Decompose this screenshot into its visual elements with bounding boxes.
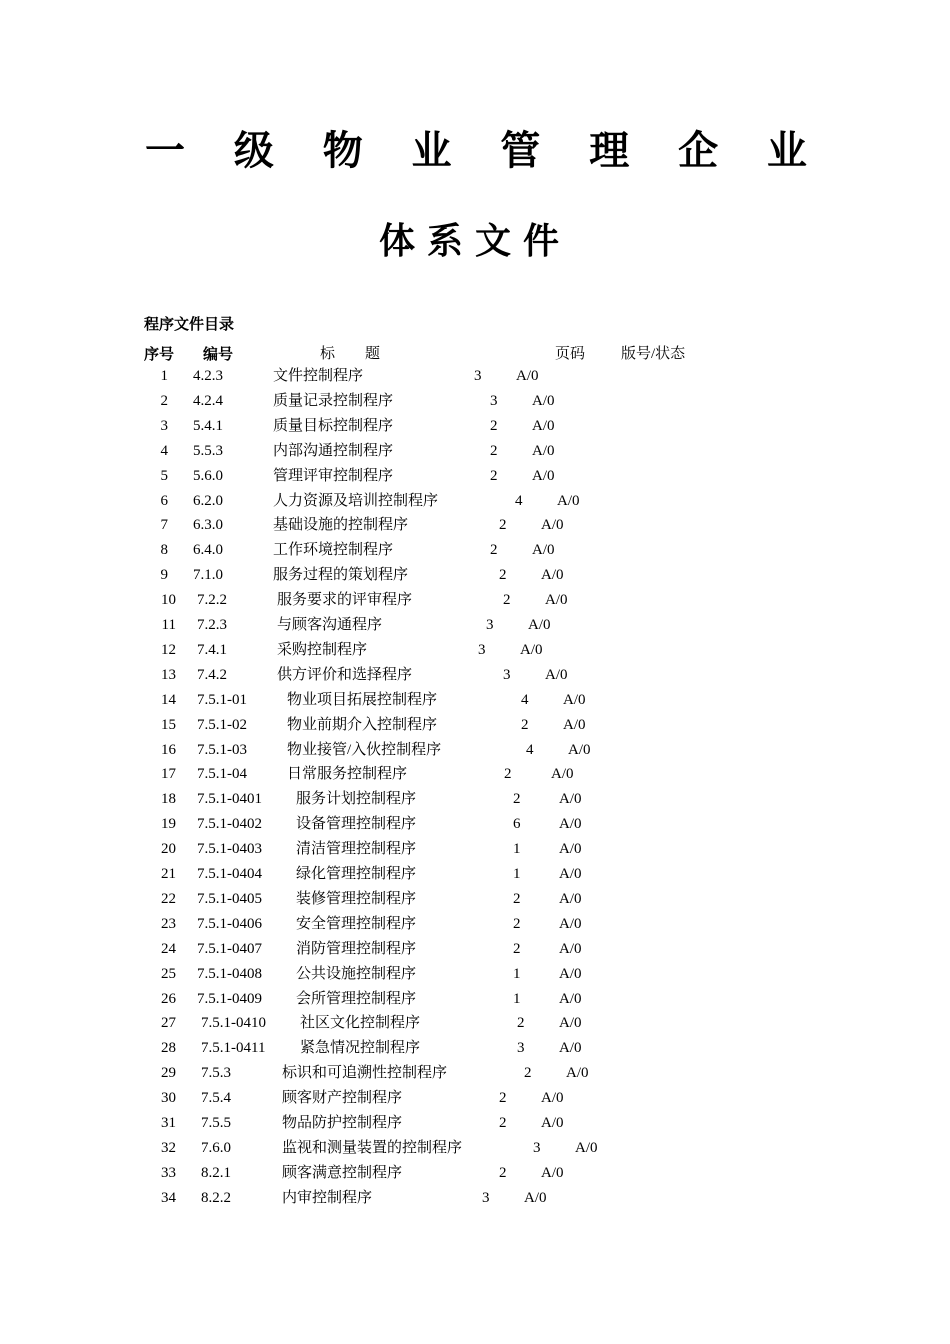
row-page: 2 [499,567,507,584]
row-version: A/0 [559,816,582,833]
row-title: 公共设施控制程序 [296,965,417,982]
row-no: 25 [161,965,176,982]
row-title: 人力资源及培训控制程序 [273,492,439,509]
row-code: 7.5.4 [201,1090,231,1107]
row-no: 5 [160,467,168,484]
row-version: A/0 [563,691,586,708]
row-page: 2 [517,1015,525,1032]
row-no: 32 [161,1139,176,1156]
row-code: 7.5.1-03 [197,741,247,758]
row-code: 7.5.1-0410 [201,1015,266,1032]
row-code: 7.5.1-0408 [197,965,262,982]
row-code: 7.5.1-0407 [197,940,262,957]
row-title: 顾客财产控制程序 [282,1090,403,1107]
row-title: 质量记录控制程序 [273,392,394,409]
row-version: A/0 [541,567,564,584]
row-no: 11 [161,617,176,633]
row-title: 装修管理控制程序 [296,890,417,907]
row-title: 绿化管理控制程序 [296,866,417,882]
row-no: 10 [161,592,176,609]
row-version: A/0 [541,1090,564,1107]
row-version: A/0 [566,1065,589,1082]
row-page: 2 [513,915,521,932]
row-no: 18 [161,791,176,808]
row-code: 7.4.1 [197,641,227,658]
row-no: 22 [161,890,176,907]
row-no: 24 [161,940,176,957]
row-version: A/0 [545,592,568,609]
row-no: 6 [160,492,168,509]
row-page: 6 [513,816,521,833]
header-code: 编号 [203,345,234,363]
row-code: 5.4.1 [193,417,223,434]
section-title: 程序文件目录 [144,315,235,333]
row-code: 7.5.1-0409 [197,990,262,1007]
header-no: 序号 [144,345,175,363]
row-page: 2 [490,542,498,559]
row-title: 质量目标控制程序 [273,417,394,434]
title-char: 管 [500,128,541,174]
row-title: 与顾客沟通程序 [277,617,383,633]
row-page: 1 [513,841,521,858]
row-no: 30 [161,1090,176,1107]
row-title: 采购控制程序 [277,641,368,658]
row-version: A/0 [559,915,582,932]
row-no: 33 [161,1164,176,1181]
row-title: 紧急情况控制程序 [300,1040,421,1057]
row-title: 供方评价和选择程序 [277,666,413,683]
row-page: 1 [513,866,521,882]
row-code: 7.5.3 [201,1065,231,1082]
document-title-line1 [145,128,807,174]
row-no: 31 [161,1115,176,1131]
row-title: 服务过程的策划程序 [273,567,409,584]
row-page: 2 [499,1164,507,1181]
row-title: 服务计划控制程序 [296,791,417,808]
row-title: 物品防护控制程序 [282,1115,403,1131]
row-title: 清洁管理控制程序 [296,841,417,858]
row-version: A/0 [532,417,555,434]
row-version: A/0 [532,442,555,459]
row-title: 设备管理控制程序 [296,816,417,833]
header-page: 页码 [555,346,586,362]
row-code: 7.5.1-0401 [197,791,262,808]
row-page: 2 [499,517,507,534]
row-version: A/0 [520,641,543,658]
row-no: 28 [161,1040,176,1057]
row-page: 2 [513,890,521,907]
row-no: 13 [161,666,176,683]
row-page: 3 [533,1139,541,1156]
row-title: 管理评审控制程序 [273,467,394,484]
row-code: 4.2.3 [193,368,223,384]
row-title: 物业接管/入伙控制程序 [287,741,442,758]
row-code: 8.2.1 [201,1164,231,1181]
row-code: 7.5.1-0403 [197,841,262,858]
row-title: 基础设施的控制程序 [273,517,409,534]
header-title: 标 题 [320,346,381,362]
row-title: 内审控制程序 [282,1189,373,1206]
row-version: A/0 [557,492,580,509]
header-version: 版号/状态 [621,346,686,362]
row-page: 3 [517,1040,525,1057]
row-page: 2 [490,442,498,459]
row-code: 5.5.3 [193,442,223,459]
title-char: 企 [678,128,719,174]
row-version: A/0 [559,791,582,808]
row-code: 7.5.1-02 [197,716,247,733]
row-code: 7.2.3 [197,617,227,633]
row-no: 3 [160,417,168,434]
row-page: 2 [490,467,498,484]
row-version: A/0 [545,666,568,683]
row-page: 2 [524,1065,532,1082]
row-title: 安全管理控制程序 [296,915,417,932]
row-version: A/0 [541,1115,564,1131]
row-title: 社区文化控制程序 [300,1015,421,1032]
row-code: 7.5.1-01 [197,691,247,708]
row-page: 2 [490,417,498,434]
row-code: 5.6.0 [193,467,223,484]
row-title: 会所管理控制程序 [296,990,417,1007]
row-title: 内部沟通控制程序 [273,442,394,459]
row-no: 19 [161,816,176,833]
row-version: A/0 [559,990,582,1007]
row-no: 7 [160,517,168,534]
title-char: 物 [322,128,363,174]
row-version: A/0 [559,940,582,957]
row-no: 20 [161,841,176,858]
row-no: 27 [161,1015,176,1032]
row-code: 7.5.5 [201,1115,231,1131]
title-char: 业 [766,128,807,174]
row-code: 7.2.2 [197,592,227,609]
row-no: 12 [161,641,176,658]
row-code: 7.1.0 [193,567,223,584]
row-page: 3 [503,666,511,683]
row-version: A/0 [532,542,555,559]
title-char: 一 [145,128,185,174]
row-code: 7.6.0 [201,1139,231,1156]
row-version: A/0 [559,866,582,882]
row-no: 15 [161,716,176,733]
row-no: 16 [161,741,176,758]
row-page: 2 [513,940,521,957]
row-no: 4 [160,442,168,459]
row-page: 2 [513,791,521,808]
row-title: 顾客满意控制程序 [282,1164,403,1181]
row-page: 3 [474,368,482,384]
row-version: A/0 [528,617,551,633]
row-no: 14 [161,691,176,708]
row-no: 2 [160,392,168,409]
row-code: 6.3.0 [193,517,223,534]
row-title: 物业前期介入控制程序 [287,716,438,733]
row-page: 4 [526,741,534,758]
row-code: 7.5.1-0411 [201,1040,266,1057]
row-code: 7.4.2 [197,666,227,683]
row-code: 6.4.0 [193,542,223,559]
row-version: A/0 [575,1139,598,1156]
row-code: 4.2.4 [193,392,223,409]
row-code: 7.5.1-0406 [197,915,262,932]
row-page: 3 [478,641,486,658]
row-no: 17 [161,766,176,783]
row-version: A/0 [559,1040,582,1057]
row-title: 服务要求的评审程序 [277,592,413,609]
row-page: 2 [504,766,512,783]
row-no: 1 [160,368,168,384]
row-page: 2 [503,592,511,609]
row-no: 29 [161,1065,176,1082]
row-page: 1 [513,965,521,982]
row-page: 3 [482,1189,490,1206]
row-page: 2 [499,1090,507,1107]
row-code: 7.5.1-0405 [197,890,262,907]
document-title-line2: 体系文件 [378,221,571,262]
row-no: 23 [161,915,176,932]
row-no: 34 [161,1189,176,1206]
row-version: A/0 [559,841,582,858]
row-version: A/0 [551,766,574,783]
row-code: 7.5.1-04 [197,766,247,783]
row-no: 8 [160,542,168,559]
row-page: 2 [521,716,529,733]
row-page: 4 [521,691,529,708]
row-code: 8.2.2 [201,1189,231,1206]
row-version: A/0 [559,1015,582,1032]
row-code: 6.2.0 [193,492,223,509]
row-version: A/0 [559,890,582,907]
row-title: 物业项目拓展控制程序 [287,691,438,708]
row-no: 26 [161,990,176,1007]
row-title: 监视和测量装置的控制程序 [282,1139,463,1156]
row-version: A/0 [516,368,539,384]
row-code: 7.5.1-0402 [197,816,262,833]
row-code: 7.5.1-0404 [197,866,262,882]
row-title: 消防管理控制程序 [296,940,417,957]
title-char: 级 [233,128,274,174]
row-page: 3 [490,392,498,409]
row-page: 1 [513,990,521,1007]
row-no: 21 [161,866,176,882]
row-version: A/0 [532,392,555,409]
row-version: A/0 [541,1164,564,1181]
row-title: 文件控制程序 [273,368,364,384]
row-page: 3 [486,617,494,633]
row-title: 标识和可追溯性控制程序 [282,1065,448,1082]
row-title: 工作环境控制程序 [273,542,394,559]
row-no: 9 [160,567,168,584]
title-char: 业 [411,128,452,174]
row-page: 4 [515,492,523,509]
row-version: A/0 [541,517,564,534]
row-title: 日常服务控制程序 [287,766,408,783]
row-version: A/0 [532,467,555,484]
row-version: A/0 [563,716,586,733]
row-version: A/0 [524,1189,547,1206]
title-char: 理 [589,128,630,174]
row-version: A/0 [568,741,591,758]
row-version: A/0 [559,965,582,982]
row-page: 2 [499,1115,507,1131]
